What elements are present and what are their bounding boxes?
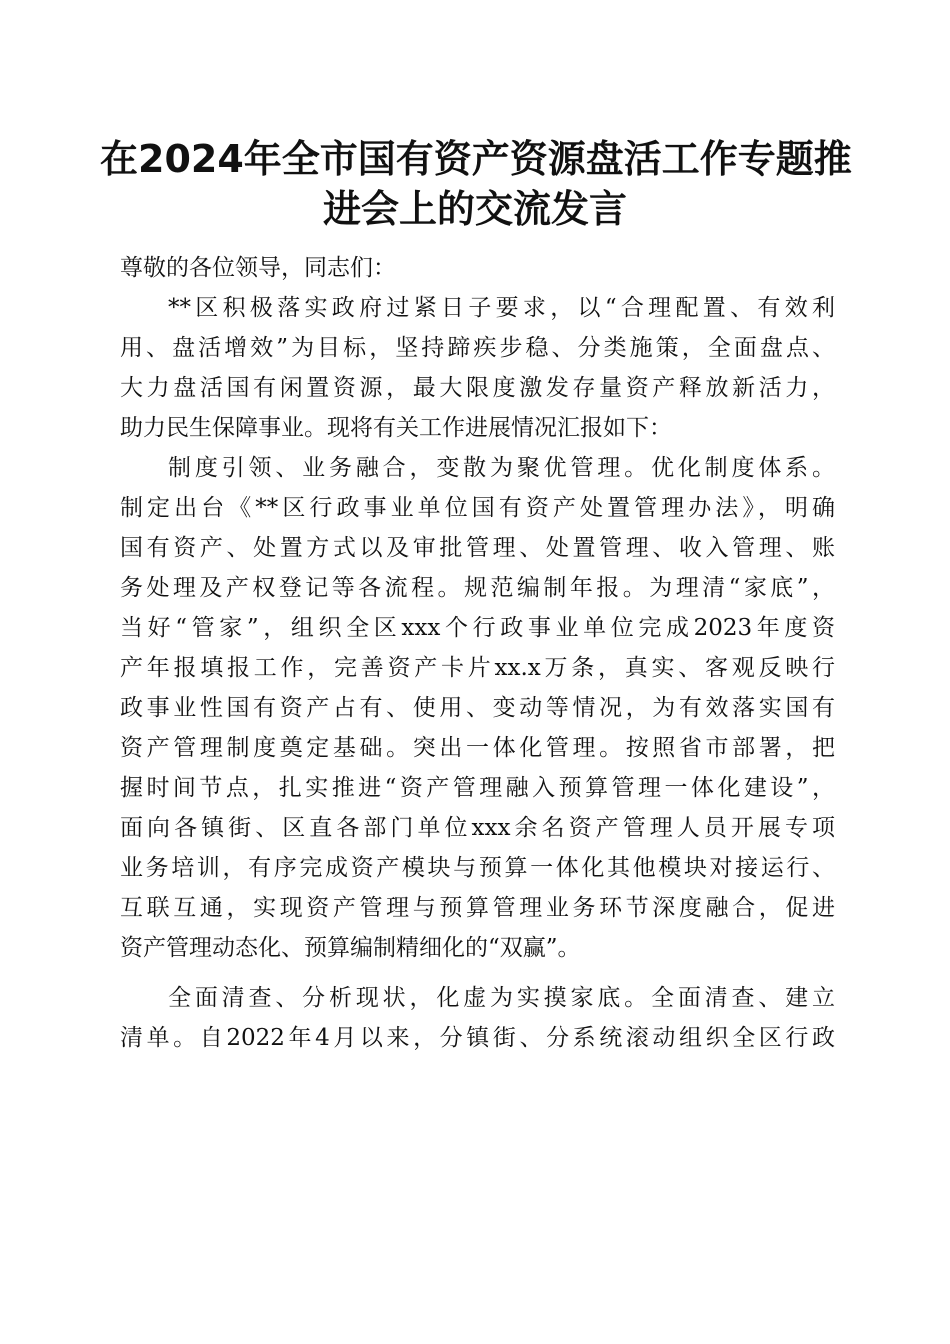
paragraph-line: 资产管理制度奠定基础。突出一体化管理。按照省市部署，把	[120, 735, 835, 761]
paragraph-line: 握时间节点，扎实推进“资产管理融入预算管理一体化建设”，	[120, 775, 835, 801]
paragraph-line: 助力民生保障事业。现将有关工作进展情况汇报如下：	[120, 415, 672, 441]
paragraph-line: 清单。自2022年4月以来，分镇街、分系统滚动组织全区行政	[120, 1025, 835, 1051]
paragraph-1	[120, 288, 835, 448]
paragraph-line: 务处理及产权登记等各流程。规范编制年报。为理清“家底”，	[120, 575, 835, 601]
title-line-2: 进会上的交流发言	[322, 187, 627, 231]
salutation: 尊敬的各位领导，同志们：	[120, 255, 396, 281]
paragraph-line: 国有资产、处置方式以及审批管理、处置管理、收入管理、账	[120, 535, 835, 561]
paragraph-line: 大力盘活国有闲置资源，最大限度激发存量资产释放新活力，	[120, 375, 835, 401]
paragraph-line: 用、盘活增效”为目标，坚持蹄疾步稳、分类施策，全面盘点、	[120, 335, 835, 361]
paragraph-line: 互联互通，实现资产管理与预算管理业务环节深度融合，促进	[120, 895, 835, 921]
document-body	[120, 248, 835, 1058]
document-title	[100, 134, 850, 234]
title-line-1: 在2024年全市国有资产资源盘活工作专题推	[100, 137, 852, 181]
paragraph-line: 产年报填报工作，完善资产卡片xx.x万条，真实、客观反映行	[120, 655, 835, 681]
paragraph-line: **区积极落实政府过紧日子要求，以“合理配置、有效利	[168, 295, 835, 321]
paragraph-line: 制度引领、业务融合，变散为聚优管理。优化制度体系。	[168, 455, 835, 481]
paragraph-line: 政事业性国有资产占有、使用、变动等情况，为有效落实国有	[120, 695, 835, 721]
paragraph-line: 面向各镇街、区直各部门单位xxx余名资产管理人员开展专项	[120, 815, 835, 841]
paragraph-gap	[120, 968, 835, 978]
paragraph-line: 制定出台《**区行政事业单位国有资产处置管理办法》，明确	[120, 495, 835, 521]
paragraph-line: 当好“管家”，组织全区xxx个行政事业单位完成2023年度资	[120, 615, 835, 641]
paragraph-3	[120, 978, 835, 1058]
paragraph-line: 业务培训，有序完成资产模块与预算一体化其他模块对接运行、	[120, 855, 835, 881]
paragraph-line: 资产管理动态化、预算编制精细化的“双赢”。	[120, 935, 581, 961]
paragraph-2	[120, 448, 835, 968]
paragraph-line: 全面清查、分析现状，化虚为实摸家底。全面清查、建立	[168, 985, 835, 1011]
